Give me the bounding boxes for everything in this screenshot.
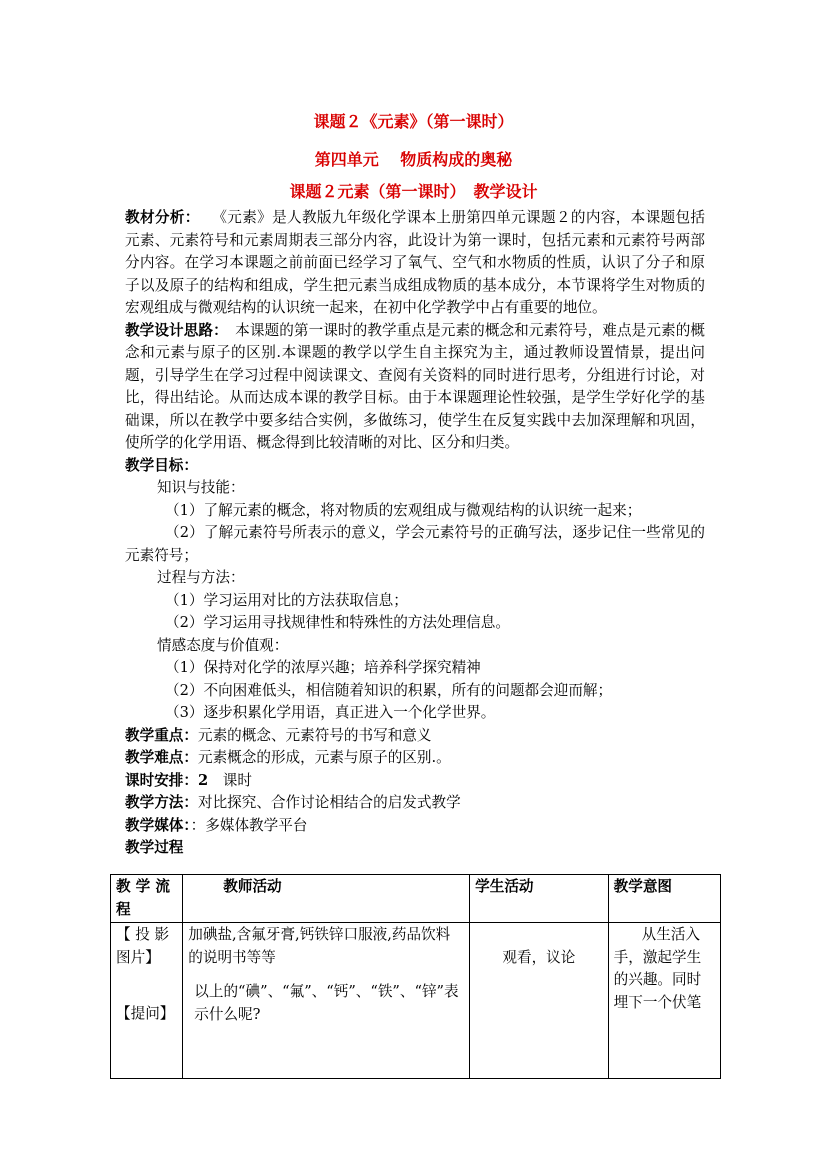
design-idea-text: 本课题的第一课时的教学重点是元素的概念和元素符号，难点是元素的概念和元素与原子的区别.本课题的教学以学生自主探究为主，通过教师设置情景，提出问题，引导学生在学习过程中阅读课文、查阅有关资料的同时进行思考，分组进行讨论，对比，得出结论。从而达成本课的教学目标。由于本课题理论性较强，是学生学好化学的基础课，所以在教学中要多结合实例，多做练习，使学生在反复实践中去加深理解和巩固，使所学的化学用语、概念得到比较清晰的对比、区分和归类。 [125,321,705,451]
process-heading: 过程与方法： [157,569,245,586]
analysis-label: 教材分析： [125,209,193,226]
design-idea-label: 教学设计思路： [125,321,221,339]
process-item-1: （1）学习运用对比的方法获取信息； [165,591,408,609]
step-question: 【提问】 [116,1005,175,1022]
header-student: 学生活动 [470,875,609,923]
student-activity: 观看，议论 [502,949,576,966]
schedule-line [125,770,705,793]
knowledge-item-1: （1）了解元素的概念，将对物质的宏观组成与微观结构的认识统一起来； [165,501,642,519]
difficult-points-line [125,747,705,770]
intent-cell [608,923,720,1079]
methods-label: 教学方法： [125,794,198,811]
key-points-line [125,725,705,748]
key-points-label: 教学重点： [125,726,198,744]
header-teacher: 教师活动 [183,875,470,923]
document-body [125,207,705,860]
design-idea-paragraph [125,320,705,455]
key-points-text: 元素的概念、元素符号的书写和意义 [197,726,432,744]
teacher-cell [183,923,470,1079]
main-title: 课题２《元素》（第一课时） [313,112,514,131]
header-step: 教 学 流 程 [111,875,183,923]
difficult-points-label: 教学难点： [125,749,198,766]
process-item-2: （2）学习运用寻找规律性和特殊性的方法处理信息。 [165,614,510,631]
design-title: 课题２元素（第一课时） 教学设计 [289,182,538,201]
teacher-activity-1: 加碘盐,含氟牙膏,钙铁锌口服液,药品饮料的说明书等等 [188,926,451,966]
knowledge-heading: 知识与技能： [157,479,245,496]
teaching-process-table [110,874,721,1079]
header-intent: 教学意图 [608,875,720,923]
methods-line [125,792,705,815]
student-cell [470,923,609,1079]
media-line [125,815,705,838]
process-section-heading: 教学过程 [125,839,184,856]
teacher-activity-2: 以上的“碘”、“氟”、“钙”、“铁”、“锌”表示什么呢? [194,983,459,1023]
attitude-heading: 情感态度与价值观： [157,636,289,654]
analysis-text: 《元素》是人教版九年级化学课本上册第四单元课题２的内容，本课题包括元素、元素符号和元素周期表三部分内容，此设计为第一课时，包括元素和元素符号两部分内容。在学习本课题之前前面已经学习了氧气、空气和水物质的性质，认识了分子和原子以及原子的结构和组成，学生把元素当成组成物质的基本成分，本节课将学生对物质的宏观组成与微观结构的认识统一起来，在初中化学教学中占有重要的地位。 [125,209,705,316]
difficult-points-text: 元素概念的形成，元素与原子的区别.。 [197,749,451,766]
step-projection: 【 投 影 图片】 [116,926,170,966]
schedule-text: 课时 [208,771,252,789]
objectives-label: 教学目标： [125,456,198,474]
media-label: 教学媒体： [125,816,191,834]
knowledge-item-2: （2）了解元素符号所表示的意义，学会元素符号的正确写法，逐步记住一些常见的元素符号； [125,524,705,564]
media-text: ：多媒体教学平台 [190,816,308,834]
attitude-item-2: （2）不向困难低头，相信随着知识的积累，所有的问题都会迎而解； [165,681,613,699]
attitude-item-3: （3）逐步积累化学用语，真正进入一个化学世界。 [165,704,496,721]
methods-text: 对比探究、合作讨论相结合的启发式教学 [197,794,461,811]
attitude-item-1: （1）保持对化学的浓厚兴趣；培养科学探究精神 [165,659,481,676]
schedule-label: 课时安排：2 [125,771,209,789]
unit-title: 第四单元 物质构成的奥秘 [314,150,513,169]
analysis-paragraph [125,207,705,320]
teaching-intent: 从生活入手，激起学生的兴趣。同时埋下一个伏笔 [613,926,702,1011]
table-header-row [111,875,721,923]
table-row [111,923,721,1079]
step-cell [111,923,183,1079]
